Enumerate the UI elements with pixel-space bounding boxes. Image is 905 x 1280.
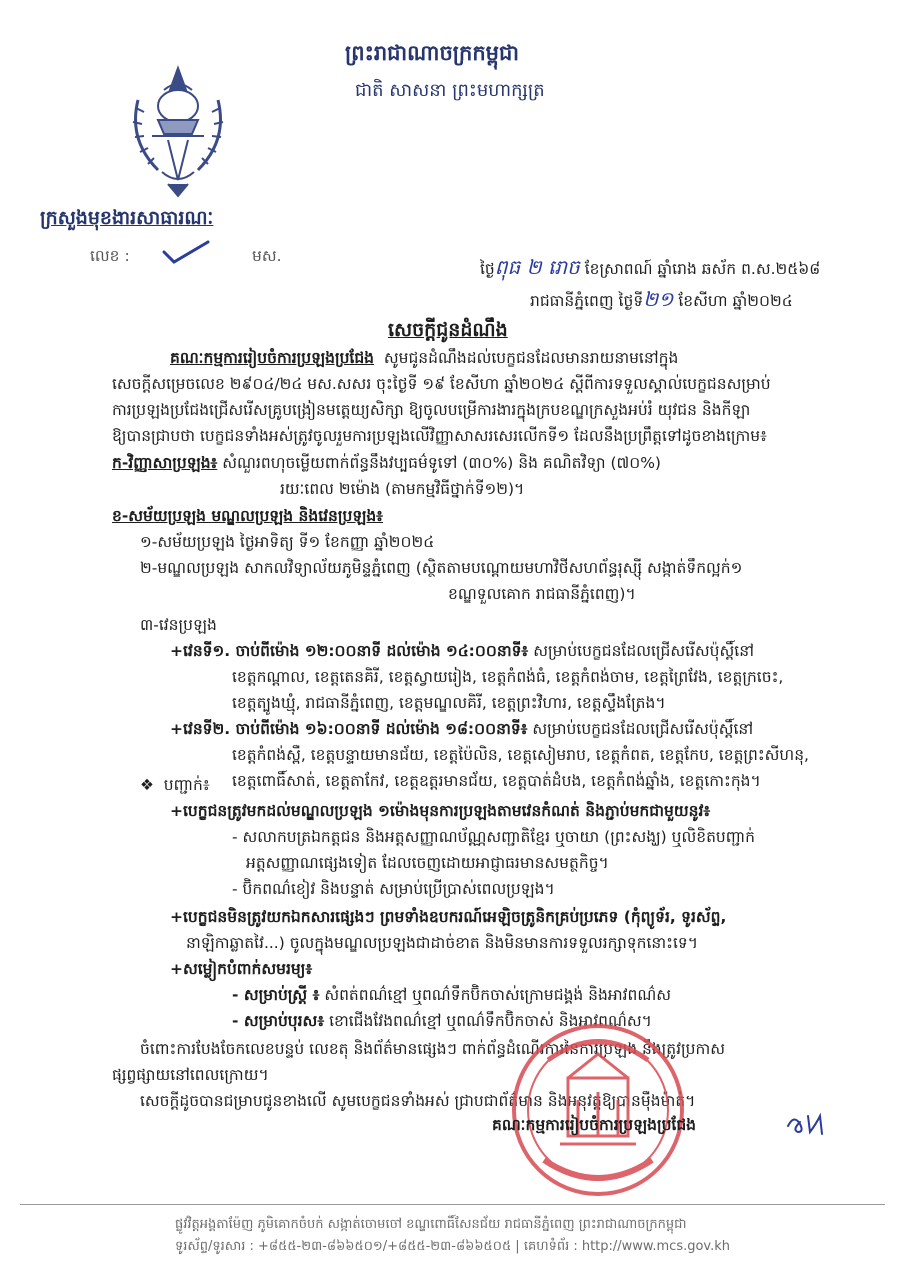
closing-p1-line-1: ចំពោះការបែងចែកលេខបន្ទប់ លេខតុ និងព័ត៌មានផ្សេងៗ ពាក់ព័ន្ធដំណើរការនៃការប្រឡង នឹងត្រូវប្រកាស: [140, 1040, 725, 1058]
exam-shifts-label: ៣-វេនប្រឡង: [140, 616, 217, 634]
shift-2-line-3: ខេត្តពោធិ៍សាត់, ខេត្តតាកែវ, ខេត្តឧត្តរមានជ័យ, ខេត្តបាត់ដំបង, ខេត្តកំពង់ឆ្នាំង, ខេត្តកោះកុង។: [232, 772, 761, 790]
shift-1-line-1: +វេនទី១. ចាប់ពីម៉ោង ១២:០០នាទី ដល់ម៉ោង ១៤:០០នាទី៖ សម្រាប់បេក្ខជនដែលជ្រើសរើសប៉ុស្តិ៍នៅ: [170, 642, 754, 660]
shift-2-line-2: ខេត្តកំពង់ស្ពឺ, ខេត្តបន្ទាយមានជ័យ, ខេត្តប៉ៃលិន, ខេត្តសៀមរាប, ខេត្តកំពត, ខេត្តកែប, ខេត្តព្រះសីហនុ,: [232, 746, 809, 764]
closing-p2: សេចក្តីដូចបានជម្រាបជូនខាងលើ សូមបេក្ខជនទាំងអស់ ជ្រាបជាព័ត៌មាន និងអនុវត្តឱ្យបានម៉ឺងម៉ាត់។: [140, 1092, 696, 1110]
ministry-name: ក្រសួងមុខងារសាធារណៈ: [40, 207, 214, 229]
note-1-lead: +បេក្ខជនត្រូវមកដល់មណ្ឌលប្រឡង ១ម៉ោងមុនការប្រឡងតាមវេនកំណត់ និងភ្ជាប់មកជាមួយនូវ៖: [170, 802, 711, 820]
footer-divider: [20, 1204, 885, 1205]
note-2-line-1: +បេក្ខជនមិនត្រូវយកឯកសារផ្សេងៗ ព្រមទាំងឧបករណ៍អេឡិចត្រូនិកគ្រប់ប្រភេទ (កុំព្យូទ័រ, ទូរស័ព្ទ,: [170, 908, 727, 926]
section-b-heading: ខ-សម័យប្រឡង មណ្ឌលប្រឡង និងវេនប្រឡង៖: [112, 507, 383, 525]
section-a-line-1: ក-វិញ្ញាសាប្រឡង៖ សំណួរពហុចម្លើយពាក់ព័ន្ធនឹងវប្បធម៌ទូទៅ (៣០%) និង គណិតវិទ្យា (៧០%): [112, 454, 661, 472]
shift-1-line-3: ខេត្តត្បូងឃ្មុំ, រាជធានីភ្នំពេញ, ខេត្តមណ្ឌលគិរី, ខេត្តព្រះវិហារ, ខេត្តស្ទឹងត្រែង។: [232, 694, 666, 712]
date-lunar-handwritten: ពុធ ២ រោច: [494, 255, 580, 279]
royal-emblem: [118, 60, 238, 200]
diamond-bullet-icon: ❖: [140, 776, 154, 794]
shift-2-line-1: +វេនទី២. ចាប់ពីម៉ោង ១៦:០០នាទី ដល់ម៉ោង ១៨:០០នាទី៖ សម្រាប់បេក្ខជនដែលជ្រើសរើសប៉ុស្តិ៍នៅ: [170, 720, 754, 738]
note-3-lead: +សម្លៀកបំពាក់សមរម្យ៖: [170, 960, 313, 978]
date-solar-handwritten: ២១: [643, 287, 674, 311]
note-3-men: - សម្រាប់បុរស៖ ខោជើងវែងពណ៌ខ្មៅ ឬពណ៌ទឹកប៊ិកចាស់ និងអាវពណ៌ស។: [232, 1012, 652, 1030]
document-title: សេចក្តីជូនដំណឹង: [388, 319, 508, 341]
exam-center-line-1: ២-មណ្ឌលប្រឡង សាកលវិទ្យាល័យភូមិន្ទភ្នំពេញ (ស្ថិតតាមបណ្តោយមហាវិថីសហព័ន្ធរុស្ស៊ី សង្កាត់ទឹកល្អក់១: [140, 559, 743, 577]
exam-date: ១-សម័យប្រឡង ថ្ងៃអាទិត្យ ទី១ ខែកញ្ញា ឆ្នាំ២០២៤: [140, 533, 435, 551]
closing-p1-line-2: ផ្សព្វផ្សាយនៅពេលក្រោយ។: [112, 1066, 269, 1084]
footer-contacts: ទូរស័ព្ទ/ទូរសារ : +៨៥៥-២៣-៨៦៦៥០១/+៨៥៥-២៣-៨៦៦៥០៥ | គេហទំព័រ : http://www.mcs.gov.kh: [175, 1239, 731, 1254]
intro-line-1: គណៈកម្មការរៀបចំការប្រឡងប្រជែង សូមជូនដំណឹងដល់បេក្ខជនដែលមានរាយនាមនៅក្នុង: [170, 349, 679, 367]
ref-label: លេខ :: [90, 247, 130, 265]
national-motto: ជាតិ សាសនា ព្រះមហាក្សត្រ: [355, 80, 545, 101]
intro-line-3: ការប្រឡងប្រជែងជ្រើសរើសគ្រូបង្រៀនមត្តេយ្យសិក្សា ឱ្យចូលបម្រើការងារក្នុងក្របខណ្ឌក្រសួងអប់រំ យុវជន និងកីឡា: [112, 401, 751, 419]
shift-1-line-2: ខេត្តកណ្តាល, ខេត្តតេនគិរី, ខេត្តស្វាយរៀង, ខេត្តកំពង់ធំ, ខេត្តកំពង់ចាម, ខេត្តព្រៃវែង, ខេត្តក្រចេះ,: [232, 668, 784, 686]
official-seal-stamp: [508, 1020, 688, 1200]
notes-heading: ❖ បញ្ជាក់៖: [140, 776, 210, 794]
footer-address: ផ្លូវវិត្តអង្គតាម៉ែញ ភូមិគោកចំបក់ សង្កាត់ចោមចៅ ខណ្ឌពោធិ៍សែនជ័យ រាជធានីភ្នំពេញ ព្រះរាជាណាចក្រកម្ពុជា: [175, 1217, 687, 1232]
signer: គណៈកម្មការរៀបចំការប្រឡងប្រជែង: [492, 1116, 697, 1134]
note-1-item-a-line-1: - សលាកបត្រឯកត្តជន និងអត្តសញ្ញាណប័ណ្ណសញ្ជាតិខ្មែរ ឬចាយា (ព្រះសង្ឃ) ឬលិខិតបញ្ជាក់: [232, 828, 755, 846]
date-solar: រាជធានីភ្នំពេញ ថ្ងៃទី២១ ខែសីហា ឆ្នាំ២០២៤: [530, 287, 793, 311]
date-lunar: ថ្ងៃពុធ ២ រោច ខែស្រាពណ៍ ឆ្នាំរោង ឆស័ក ព.ស.២៥៦៨: [480, 255, 821, 279]
signature: [784, 1108, 834, 1138]
intro-line-2: សេចក្តីសម្រេចលេខ ២៩០៤/២៤ មស.សសរ ចុះថ្ងៃទី ១៩ ខែសីហា ឆ្នាំ២០២៤ ស្តីពីការទទួលស្គាល់បេក្ខជនសម្រាប់: [112, 375, 771, 393]
intro-line-4: ឱ្យបានជ្រាបថា បេក្ខជនទាំងអស់ត្រូវចូលរួមការប្រឡងលើវិញ្ញាសាសរសេរលើកទី១ ដែលនឹងប្រព្រឹត្តទៅដូចខាងក្រោម៖: [112, 427, 767, 445]
note-1-item-a-line-2: អត្តសញ្ញាណផ្សេងទៀត ដែលចេញដោយអាជ្ញាធរមានសមត្ថកិច្ច។: [246, 854, 609, 872]
kingdom-title: ព្រះរាជាណាចក្រកម្ពុជា: [345, 41, 520, 65]
note-1-item-b: - ប៊ិកពណ៌ខៀវ និងបន្ទាត់ សម្រាប់ប្រើប្រាស់ពេលប្រឡង។: [232, 880, 555, 898]
ref-suffix: មស.: [252, 247, 282, 265]
check-mark-icon: [160, 238, 212, 266]
note-3-women: - សម្រាប់ស្ត្រី ៖ សំពត់ពណ៌ខ្មៅ ឬពណ៌ទឹកប៊ិកចាស់ក្រោមជង្គង់ និងអាវពណ៌ស: [232, 986, 672, 1004]
section-a-line-2: រយៈពេល ២ម៉ោង (តាមកម្មវិធីថ្នាក់ទី១២)។: [280, 480, 525, 498]
exam-center-line-2: ខណ្ឌទួលគោក រាជធានីភ្នំពេញ)។: [448, 585, 636, 603]
note-2-line-2: នាឡិកាឆ្លាតវៃ...) ចូលក្នុងមណ្ឌលប្រឡងជាដាច់ខាត និងមិនមានការទទួលរក្សាទុកនោះទេ។: [186, 934, 698, 952]
